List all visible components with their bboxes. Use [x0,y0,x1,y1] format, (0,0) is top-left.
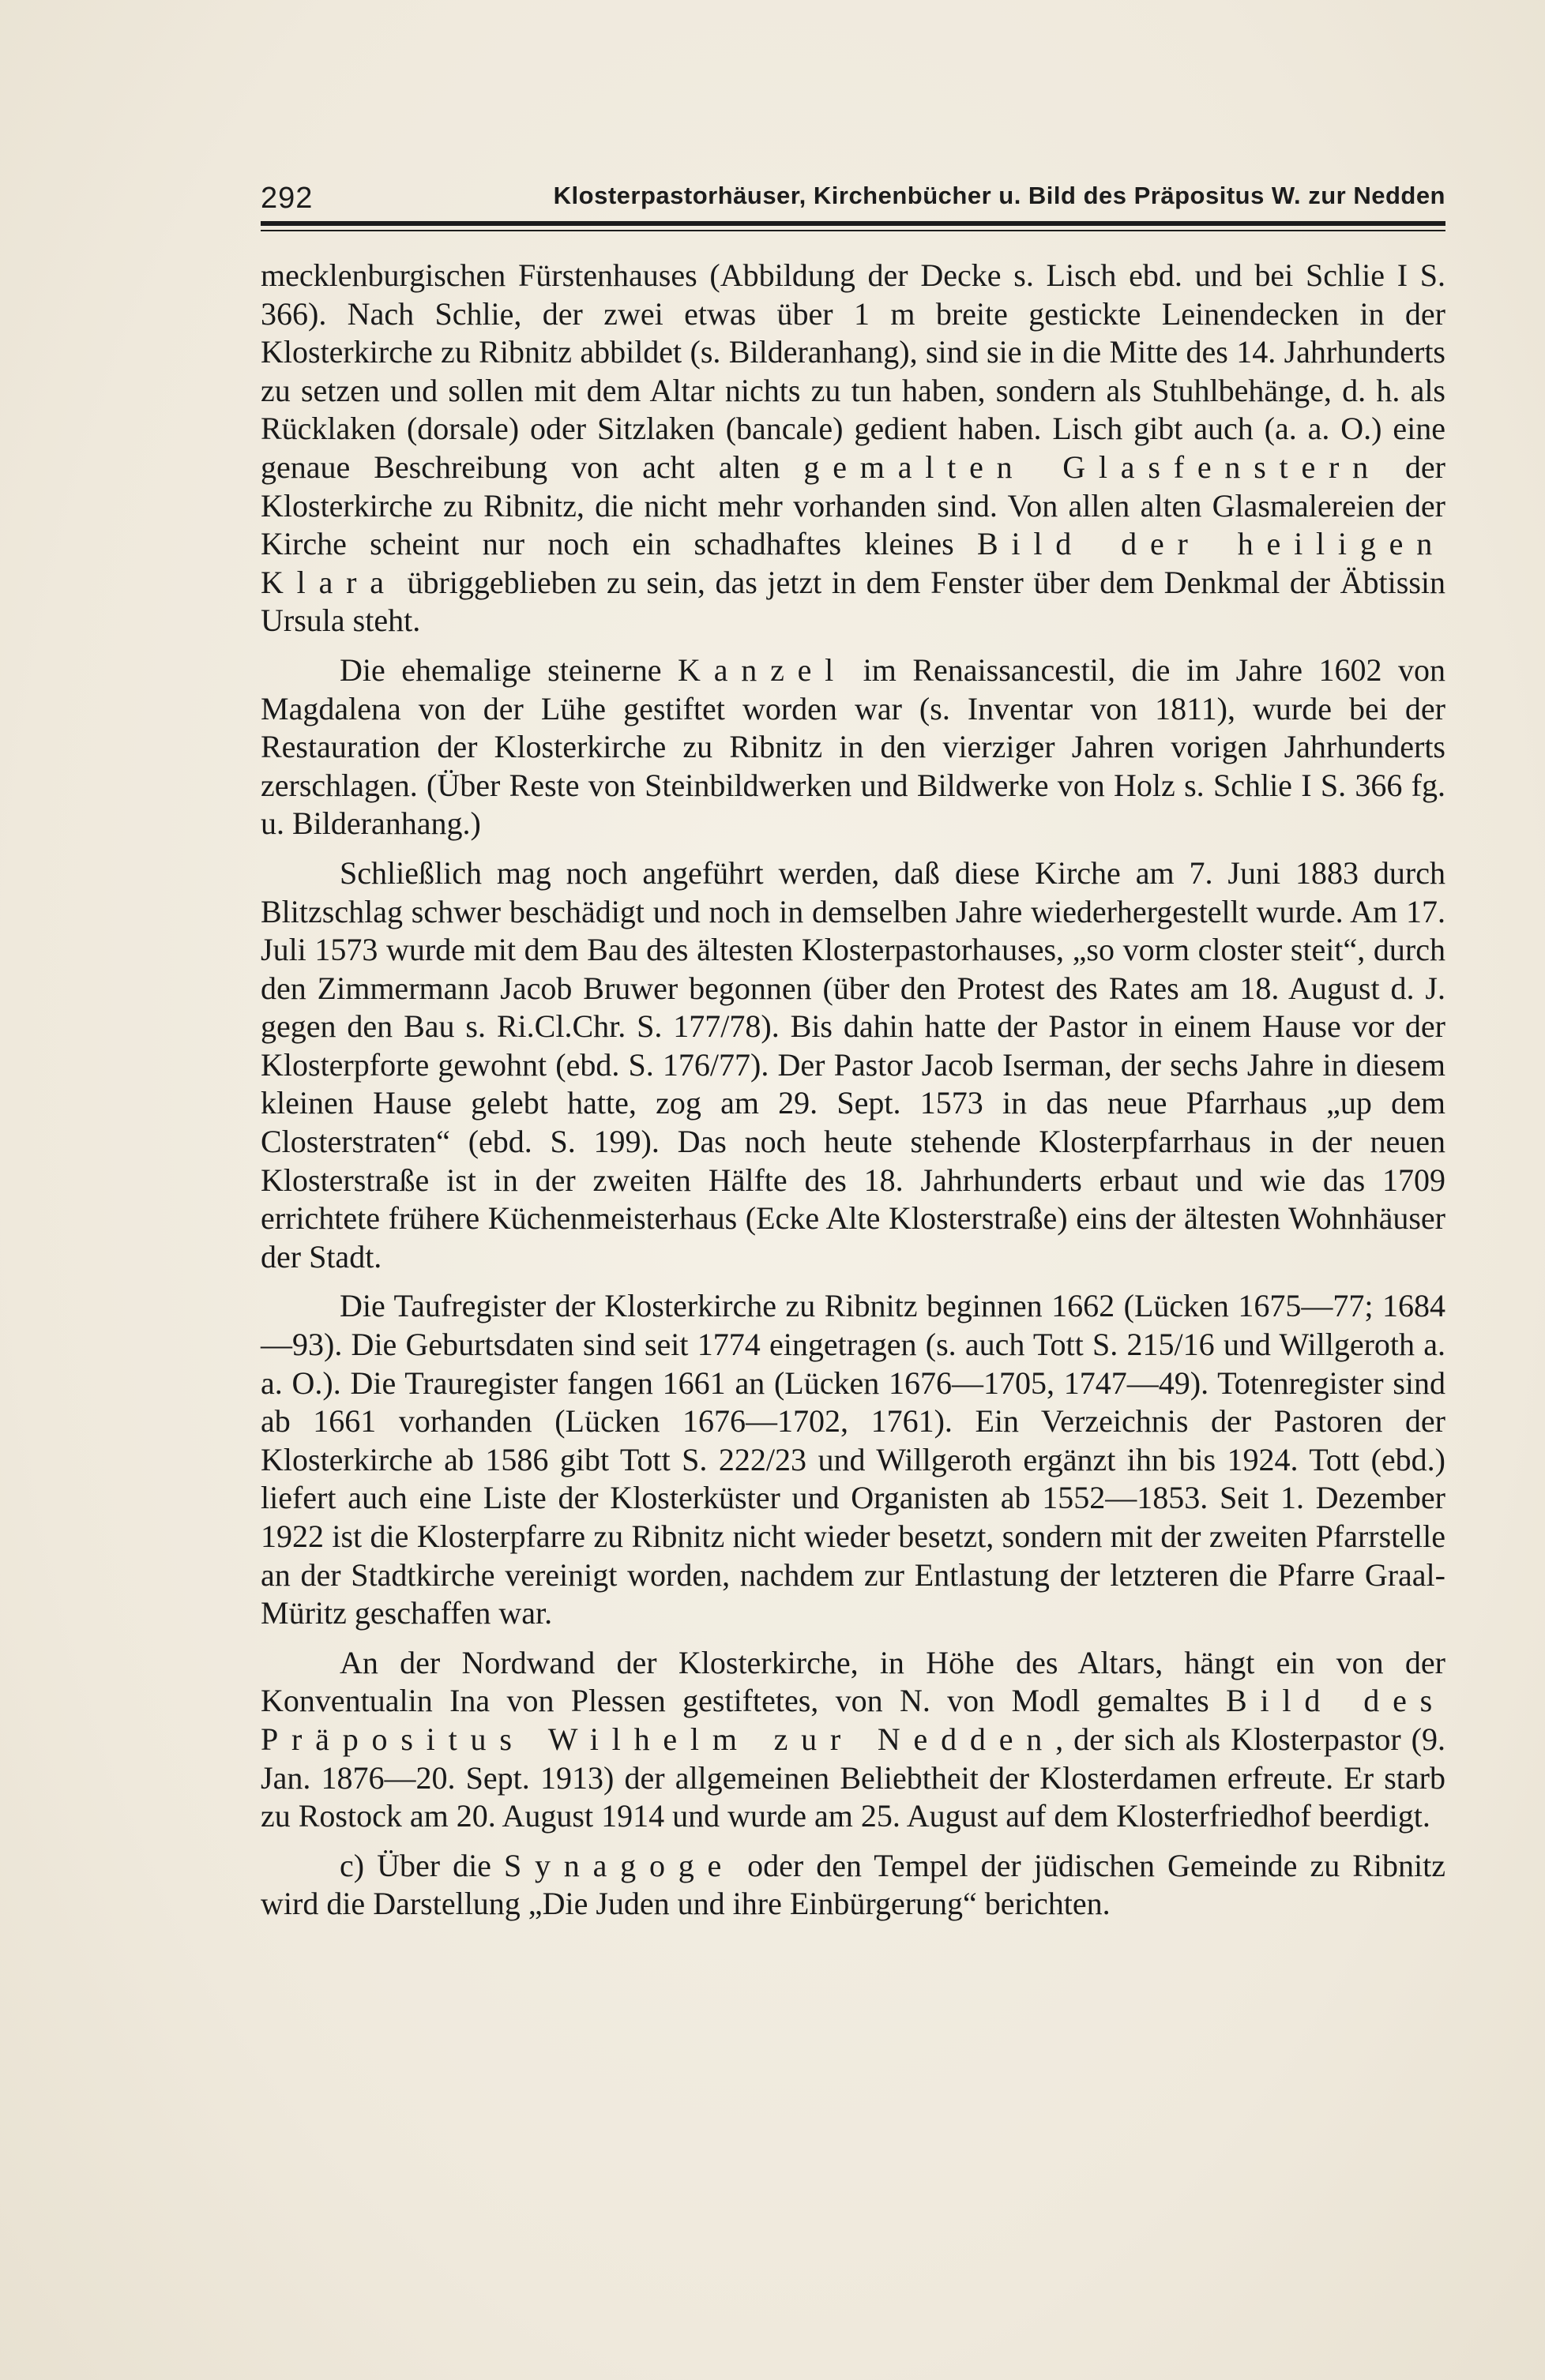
paragraph-1 [261,257,1445,640]
spaced-emphasis: gemalten Glasfenstern [803,449,1381,485]
paragraph-3 [261,854,1445,1277]
text-segment: Die Taufregister der Klosterkirche zu Ribnitz beginnen 1662 (Lücken 1675—77; 1684—93). Die Geburtsdaten sind seit 1774 eingetragen (s. auch Tott S. 215/16 und Willgeroth a. a. O.). Die Trauregister fangen 1661 an (Lücken 1676—1705, 1747—49). Totenregister sind ab 1661 vorhanden (Lücken 1676—1702, 1761). Ein Verzeichnis der Pastoren der Klosterkirche ab 1586 gibt Tott S. 222/23 und Willgeroth ergänzt ihn bis 1924. Tott (ebd.) liefert auch eine Liste der Klosterküster und Organisten ab 1552—1853. Seit 1. Dezember 1922 ist die Klosterpfarre zu Ribnitz nicht wieder besetzt, sondern mit der zweiten Pfarrstelle an der Stadtkirche vereinigt worden, nachdem zur Entlastung der letzteren die Pfarre Graal-Müritz geschaffen war. [261,1288,1445,1631]
paragraph-2 [261,651,1445,843]
text-segment: im Renaissancestil, die im Jahre 1602 von Magdalena von der Lühe gestiftet worden war (s. Inventar von 1811), wurde bei der Restauration der Klosterkirche zu Ribnitz in den vierziger Jahren vorigen Jahrhunderts zerschlagen. (Über Reste von Steinbildwerken und Bildwerke von Holz s. Schlie I S. 366 fg. u. Bilderanhang.) [261,651,1445,842]
header-rule-thick [261,221,1445,226]
spaced-emphasis: Synagoge [503,1847,735,1883]
page-header [261,175,1445,223]
text-segment: An der Nordwand der Klosterkirche, in Höhe des Altars, hängt ein von der Konventualin Ina von Plessen gestiftetes, von N. von Modl gemaltes [261,1644,1445,1719]
text-segment: , der sich als Klosterpastor (9. Jan. 1876—20. Sept. 1913) der allgemeinen Beliebtheit der Klosterdamen erfreute. Er starb zu Rostock am 20. August 1914 und wurde am 25. August auf dem Klosterfriedhof beerdigt. [261,1721,1445,1834]
spaced-emphasis: Kanzel [678,651,848,688]
spaced-emphasis: Bild der heiligen Klara [261,526,1445,600]
page-number: 292 [261,182,314,215]
text-segment: übriggeblieben zu sein, das jetzt in dem Fenster über dem Denkmal der Äbtissin Ursula steht. [261,564,1445,639]
paragraph-5 [261,1644,1445,1836]
text-segment: c) Über die [340,1847,504,1883]
text-segment: Die ehemalige steinerne [340,651,679,688]
header-rule-thin [261,230,1445,231]
paragraph-6 [261,1847,1445,1924]
text-segment: der Klosterkirche zu Ribnitz, die nicht mehr vorhanden sind. Von allen alten Glasmalereien der Kirche scheint nur noch ein schadhaftes kleines [261,449,1445,562]
running-title: Klosterpastorhäuser, Kirchenbücher u. Bild des Präpositus W. zur Nedden [553,182,1445,209]
spaced-emphasis: Bild des Präpositus Wilhelm zur Nedden [261,1683,1445,1757]
text-segment: mecklenburgischen Fürstenhauses (Abbildung der Decke s. Lisch ebd. und bei Schlie I S. 366). Nach Schlie, der zwei etwas über 1 m breite gestickte Leinendecken in der Klosterkirche zu Ribnitz abbildet (s. Bilderanhang), sind sie in die Mitte des 14. Jahrhunderts zu setzen und sollen mit dem Altar nichts zu tun haben, sondern als Stuhlbehänge, d. h. als Rücklaken (dorsale) oder Sitzlaken (bancale) gedient haben. Lisch gibt auch (a. a. O.) eine genaue Beschreibung von acht alten [261,257,1445,485]
text-segment: Schließlich mag noch angeführt werden, daß diese Kirche am 7. Juni 1883 durch Blitzschlag schwer beschädigt und noch in demselben Jahre wiederhergestellt wurde. Am 17. Juli 1573 wurde mit dem Bau des ältesten Klosterpastorhauses, „so vorm closter steit“, durch den Zimmermann Jacob Bruwer begonnen (über den Protest des Rates am 18. August d. J. gegen den Bau s. Ri.Cl.Chr. S. 177/78). Bis dahin hatte der Pastor in einem Hause vor der Klosterpforte gewohnt (ebd. S. 176/77). Der Pastor Jacob Iserman, der sechs Jahre in diesem kleinen Hause gelebt hatte, zog am 29. Sept. 1573 in das neue Pfarrhaus „up dem Closterstraten“ (ebd. S. 199). Das noch heute stehende Klosterpfarrhaus in der neuen Klosterstraße ist in der zweiten Hälfte des 18. Jahrhunderts erbaut und wie das 1709 errichtete frühere Küchenmeisterhaus (Ecke Alte Klosterstraße) eins der ältesten Wohnhäuser der Stadt. [261,854,1445,1274]
body-text [261,257,1445,1924]
paragraph-4 [261,1287,1445,1632]
text-segment: oder den Tempel der jüdischen Gemeinde zu Ribnitz wird die Darstellung „Die Juden und ihre Einbürgerung“ berichten. [261,1847,1445,1922]
